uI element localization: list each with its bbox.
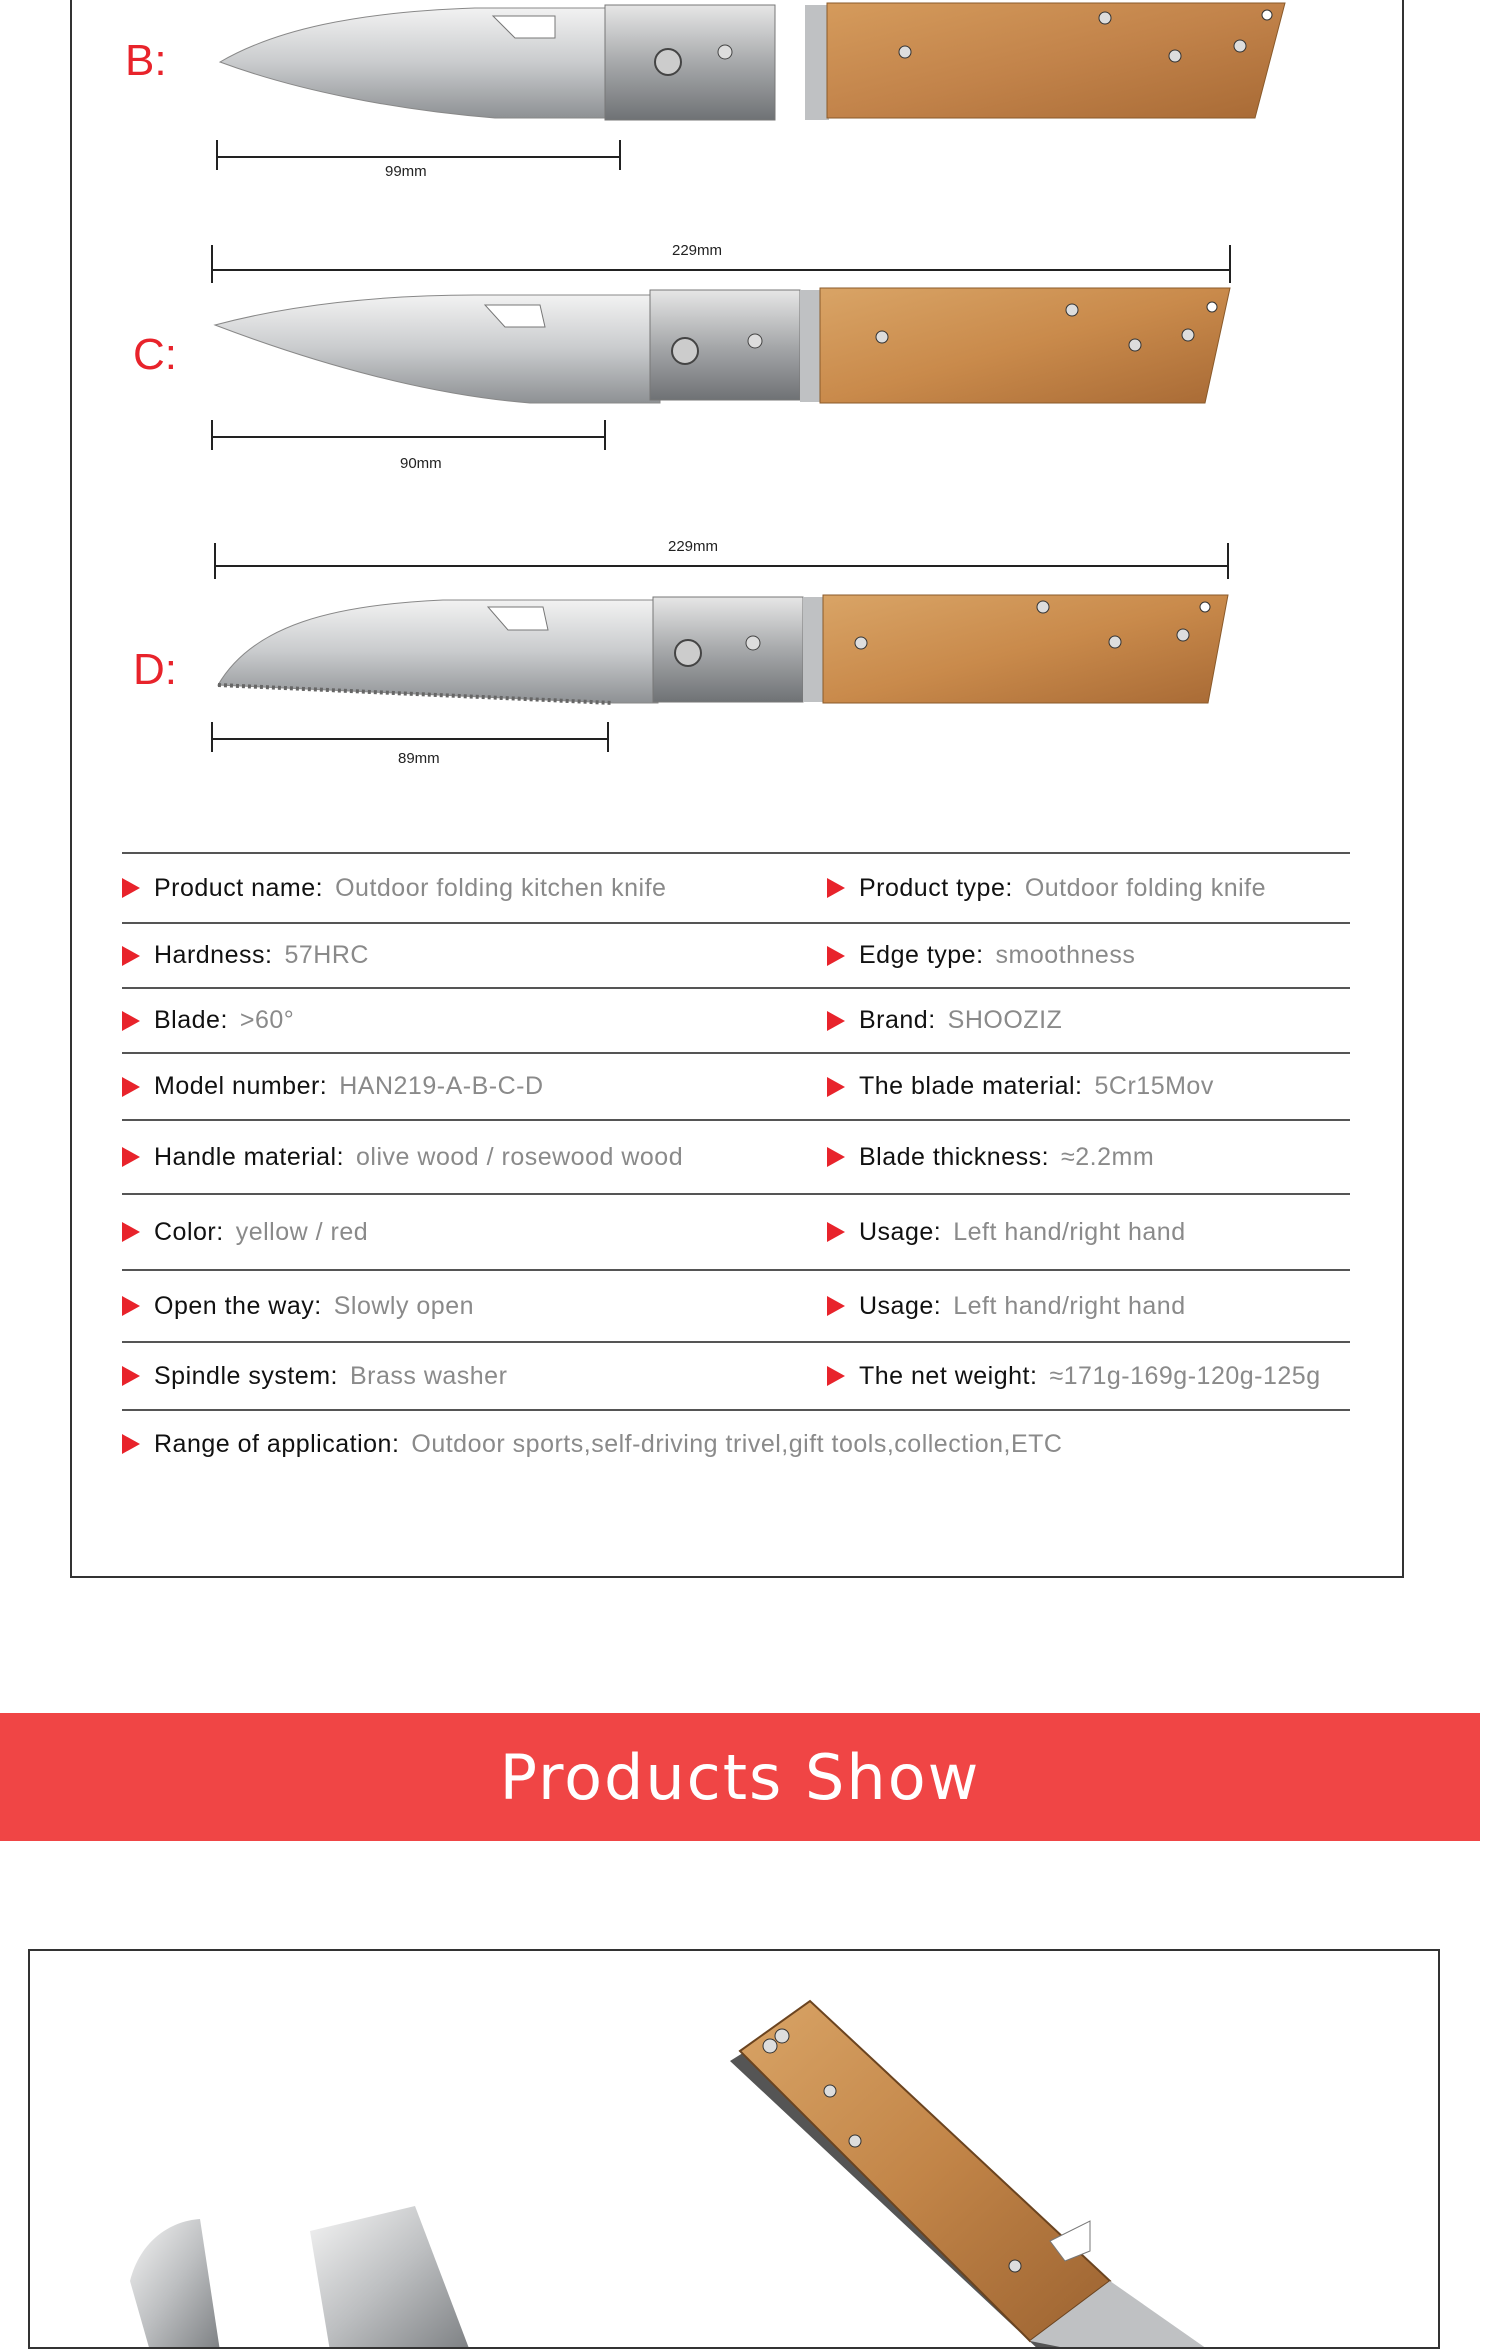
spec-label: Brand: xyxy=(859,1006,936,1034)
spec-value: yellow / red xyxy=(235,1217,369,1246)
bullet-arrow-icon xyxy=(122,1222,140,1242)
bullet-arrow-icon xyxy=(122,1147,140,1167)
blade-length-label-c: 90mm xyxy=(400,455,442,472)
spec-row xyxy=(122,1341,1350,1411)
blade-length-line-d xyxy=(210,722,620,752)
spec-value: Brass washer xyxy=(349,1361,508,1390)
bullet-arrow-icon xyxy=(122,1434,140,1454)
spec-label: Handle material: xyxy=(154,1142,345,1171)
variant-letter-c: C: xyxy=(133,330,177,379)
spec-value: HAN219-A-B-C-D xyxy=(339,1072,544,1100)
spec-value: Left hand/right hand xyxy=(953,1217,1186,1246)
spec-label: Edge type: xyxy=(859,941,984,969)
spec-label: Product name: xyxy=(154,873,324,902)
blade-length-line-c xyxy=(210,420,620,450)
bullet-arrow-icon xyxy=(122,946,140,966)
spec-row xyxy=(122,922,1350,987)
product-photo-panel xyxy=(28,1949,1440,2349)
spec-value: olive wood / rosewood wood xyxy=(356,1142,684,1171)
spec-value: smoothness xyxy=(995,941,1136,969)
spec-label: Product type: xyxy=(859,873,1013,902)
spec-value: Outdoor folding knife xyxy=(1024,873,1267,902)
spec-label: Usage: xyxy=(859,1291,942,1320)
spec-value: Left hand/right hand xyxy=(953,1291,1186,1320)
spec-value: Outdoor folding kitchen knife xyxy=(335,873,667,902)
product-photo xyxy=(30,1951,1440,2349)
spec-value: ≈171g-169g-120g-125g xyxy=(1049,1361,1321,1390)
spec-row-range xyxy=(122,1411,1350,1477)
spec-label: Spindle system: xyxy=(154,1361,338,1390)
spec-label: Color: xyxy=(154,1217,224,1246)
bullet-arrow-icon xyxy=(122,878,140,898)
bullet-arrow-icon xyxy=(827,1011,845,1031)
spec-value: 57HRC xyxy=(284,941,369,969)
spec-value: Slowly open xyxy=(333,1291,475,1320)
overall-length-label-d: 229mm xyxy=(668,538,719,555)
banner-title: Products Show xyxy=(499,1740,981,1814)
overall-length-label-c: 229mm xyxy=(672,242,723,259)
spec-label: The net weight: xyxy=(859,1361,1038,1390)
bullet-arrow-icon xyxy=(827,1077,845,1097)
overall-length-line-c xyxy=(210,245,1235,285)
spec-value: Outdoor sports,self-driving trivel,gift tools,collection,ETC xyxy=(411,1429,1063,1458)
blade-length-label-b: 99mm xyxy=(385,163,427,180)
blade-length-label-d: 89mm xyxy=(398,750,440,767)
knife-d-image xyxy=(213,585,1233,715)
spec-value: >60° xyxy=(239,1006,295,1034)
spec-label: Blade: xyxy=(154,1006,228,1034)
knife-c-image xyxy=(210,285,1235,415)
overall-length-line-d xyxy=(213,543,1233,583)
section-banner xyxy=(0,1713,1480,1841)
spec-label: Range of application: xyxy=(154,1429,400,1458)
bullet-arrow-icon xyxy=(827,1222,845,1242)
spec-label: The blade material: xyxy=(859,1072,1083,1100)
spec-row xyxy=(122,1269,1350,1341)
spec-table xyxy=(122,852,1350,1477)
spec-row xyxy=(122,1052,1350,1119)
bullet-arrow-icon xyxy=(122,1296,140,1316)
variant-letter-b: B: xyxy=(125,36,167,85)
bullet-arrow-icon xyxy=(827,1147,845,1167)
bullet-arrow-icon xyxy=(827,878,845,898)
spec-row xyxy=(122,1119,1350,1193)
bullet-arrow-icon xyxy=(122,1077,140,1097)
bullet-arrow-icon xyxy=(122,1011,140,1031)
spec-label: Open the way: xyxy=(154,1291,322,1320)
bullet-arrow-icon xyxy=(827,946,845,966)
spec-value: ≈2.2mm xyxy=(1061,1142,1155,1171)
spec-value: 5Cr15Mov xyxy=(1094,1072,1214,1100)
bullet-arrow-icon xyxy=(122,1366,140,1386)
spec-label: Usage: xyxy=(859,1217,942,1246)
spec-label: Model number: xyxy=(154,1072,328,1100)
spec-label: Blade thickness: xyxy=(859,1142,1050,1171)
variant-letter-d: D: xyxy=(133,645,177,694)
spec-label: Hardness: xyxy=(154,941,273,969)
knife-b-image xyxy=(215,0,1295,130)
spec-row xyxy=(122,852,1350,922)
bullet-arrow-icon xyxy=(827,1296,845,1316)
bullet-arrow-icon xyxy=(827,1366,845,1386)
spec-row xyxy=(122,1193,1350,1269)
spec-row xyxy=(122,987,1350,1052)
spec-value: SHOOZIZ xyxy=(947,1006,1063,1034)
